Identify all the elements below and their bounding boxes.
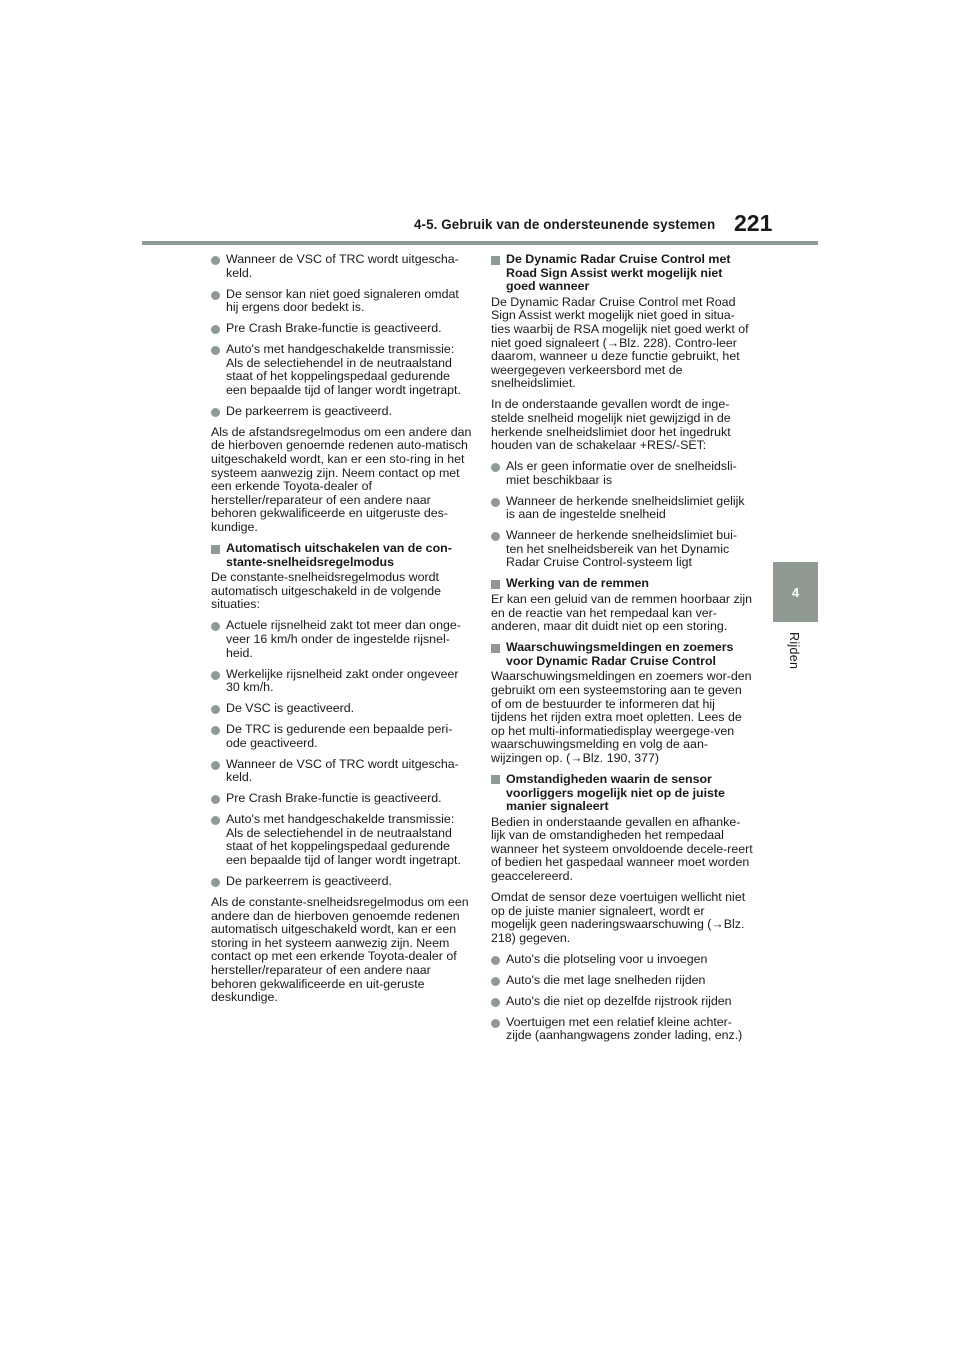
- bullet-dot-icon: [491, 463, 500, 472]
- bullet-text: Auto's met handgeschakelde transmissie: Als de selectiehendel in de neutraalstand staat of het koppelingspedaal gedurende een bepaalde tijd of langer wordt ingetrapt.: [226, 812, 461, 868]
- bullet-text: Wanneer de herkende snelheidslimiet bui-ten het snelheidsbereik van het Dynamic Radar Cruise Control-systeem ligt: [506, 528, 737, 570]
- heading-text: Automatisch uitschakelen van de con-stante-snelheidsregelmodus: [226, 541, 452, 569]
- section-heading: [491, 577, 753, 591]
- bullet-text: Pre Crash Brake-functie is geactiveerd.: [226, 321, 442, 336]
- bullet-item: [491, 953, 753, 967]
- paragraph: [211, 571, 473, 612]
- bullet-item: [211, 792, 473, 806]
- bullet-text: De parkeerrem is geactiveerd.: [226, 403, 392, 418]
- bullet-item: [491, 529, 753, 570]
- paragraph-text: Als de constante-snelheidsregelmodus om een andere dan de hierboven genoemde redenen automatisch uitgeschakeld wordt, kan er een storing in het systeem aanwezig zijn. Neem contact op met een erkende Toyota-dealer of hersteller/reparateur of een andere naar behoren gekwalificeerde en uit-geruste deskundige.: [211, 895, 469, 1005]
- bullet-dot-icon: [211, 671, 220, 680]
- paragraph: [491, 593, 753, 634]
- section-heading: [491, 253, 753, 294]
- bullet-item: [491, 995, 753, 1009]
- bullet-text: Werkelijke rijsnelheid zakt onder ongeveer 30 km/h.: [226, 666, 459, 695]
- bullet-item: [211, 253, 473, 280]
- paragraph: [491, 891, 753, 945]
- heading-square-icon: [491, 644, 500, 653]
- heading-text: Werking van de remmen: [506, 576, 650, 591]
- bullet-dot-icon: [211, 726, 220, 735]
- header-divider: [142, 241, 818, 245]
- bullet-dot-icon: [491, 1019, 500, 1028]
- bullet-item: [491, 974, 753, 988]
- chapter-label: Rijden: [787, 632, 801, 670]
- paragraph-text: Omdat de sensor deze voertuigen wellicht niet op de juiste manier signaleert, wordt er mogelijk geen naderingswaarschuwing (→Blz. 218) gegeven.: [491, 890, 746, 945]
- paragraph-text: In de onderstaande gevallen wordt de inge-stelde snelheid mogelijk niet gewijzigd in de herkende snelheidslimiet door het ingedrukt houden van de schakelaar +RES/-SET:: [491, 397, 731, 453]
- bullet-text: De TRC is gedurende een bepaalde peri-ode geactiveerd.: [226, 722, 453, 750]
- bullet-dot-icon: [211, 256, 220, 265]
- heading-text: Omstandigheden waarin de sensor voorliggers mogelijk niet op de juiste manier signaleert: [506, 771, 725, 814]
- bullet-dot-icon: [491, 998, 500, 1007]
- bullet-item: [211, 758, 473, 785]
- bullet-text: Pre Crash Brake-functie is geactiveerd.: [226, 791, 442, 806]
- bullet-dot-icon: [211, 705, 220, 714]
- bullet-item: [211, 875, 473, 889]
- bullet-dot-icon: [491, 956, 500, 965]
- bullet-text: Als er geen informatie over de snelheidsli-miet beschikbaar is: [506, 459, 737, 487]
- bullet-item: [211, 343, 473, 397]
- bullet-item: [211, 619, 473, 660]
- bullet-text: Actuele rijsnelheid zakt tot meer dan onge-veer 16 km/h onder de ingestelde rijsnel-heid.: [226, 618, 461, 660]
- bullet-item: [491, 1016, 753, 1043]
- paragraph-text: Bedien in onderstaande gevallen en afhanke-lijk van de omstandigheden het rempedaal wanneer het systeem onvoldoende decele-reert of bedien het gaspedaal wanneer moet worden geaccelereerd.: [491, 814, 753, 884]
- bullet-dot-icon: [491, 498, 500, 507]
- paragraph-text: Er kan een geluid van de remmen hoorbaar zijn en de reactie van het rempedaal kan ver-anderen, maar dit duidt niet op een storing.: [491, 592, 753, 634]
- paragraph: [491, 670, 753, 765]
- bullet-item: [491, 495, 753, 522]
- paragraph-text: De constante-snelheidsregelmodus wordt automatisch uitgeschakeld in de volgende situaties:: [211, 570, 442, 612]
- heading-square-icon: [211, 545, 220, 554]
- chapter-tab: [773, 562, 818, 622]
- bullet-item: [211, 322, 473, 336]
- bullet-dot-icon: [211, 408, 220, 417]
- bullet-dot-icon: [211, 878, 220, 887]
- bullet-text: Voertuigen met een relatief kleine achter-zijde (aanhangwagens zonder lading, enz.): [506, 1014, 743, 1043]
- paragraph: [211, 896, 473, 1005]
- chapter-number: 4: [791, 585, 800, 600]
- bullet-text: Auto's met handgeschakelde transmissie: Als de selectiehendel in de neutraalstand staat of het koppelingspedaal gedurende een bepaalde tijd of langer wordt ingetrapt.: [226, 342, 461, 397]
- bullet-text: Auto's die plotseling voor u invoegen: [506, 951, 708, 966]
- paragraph: [491, 296, 753, 391]
- bullet-item: [211, 702, 473, 716]
- bullet-item: [491, 460, 753, 487]
- section-heading: [491, 773, 753, 814]
- heading-square-icon: [491, 580, 500, 589]
- bullet-item: [211, 405, 473, 419]
- bullet-dot-icon: [211, 622, 220, 631]
- bullet-item: [211, 813, 473, 867]
- bullet-text: Auto's die met lage snelheden rijden: [506, 972, 706, 987]
- section-heading: [491, 641, 753, 668]
- bullet-dot-icon: [211, 816, 220, 825]
- bullet-text: De parkeerrem is geactiveerd.: [226, 874, 392, 889]
- bullet-text: De sensor kan niet goed signaleren omdat hij ergens door bedekt is.: [226, 286, 459, 315]
- left-column: [211, 253, 473, 1012]
- bullet-dot-icon: [211, 325, 220, 334]
- bullet-text: Wanneer de VSC of TRC wordt uitgescha-keld.: [226, 756, 459, 785]
- bullet-item: [211, 288, 473, 315]
- bullet-dot-icon: [211, 795, 220, 804]
- bullet-dot-icon: [211, 346, 220, 355]
- paragraph-text: De Dynamic Radar Cruise Control met Road Sign Assist werkt mogelijk niet goed in situa-ties waarbij de RSA mogelijk niet goed werkt of niet goed signaleert (→Blz. 228). Contro-leer daarom, wanneer u deze functie gebruikt, het weergegeven verkeersbord met de snelheidslimiet.: [491, 294, 749, 391]
- section-title: 4-5. Gebruik van de ondersteunende systemen: [414, 217, 716, 232]
- heading-square-icon: [491, 256, 500, 265]
- section-heading: [211, 542, 473, 569]
- bullet-text: Wanneer de VSC of TRC wordt uitgescha-keld.: [226, 252, 459, 280]
- page-number: 221: [734, 210, 773, 236]
- heading-text: De Dynamic Radar Cruise Control met Road Sign Assist werkt mogelijk niet goed wanneer: [506, 252, 731, 294]
- heading-square-icon: [491, 775, 500, 784]
- heading-text: Waarschuwingsmeldingen en zoemers voor Dynamic Radar Cruise Control: [506, 640, 734, 668]
- bullet-text: De VSC is geactiveerd.: [226, 701, 355, 716]
- right-column: [491, 253, 753, 1050]
- bullet-dot-icon: [211, 291, 220, 300]
- bullet-item: [211, 723, 473, 750]
- bullet-dot-icon: [491, 532, 500, 541]
- paragraph: [211, 426, 473, 535]
- bullet-text: Wanneer de herkende snelheidslimiet gelijk is aan de ingestelde snelheid: [506, 493, 745, 522]
- bullet-dot-icon: [211, 761, 220, 770]
- bullet-item: [211, 668, 473, 695]
- bullet-dot-icon: [491, 977, 500, 986]
- paragraph-text: Als de afstandsregelmodus om een andere dan de hierboven genoemde redenen auto-matisch uitgeschakeld wordt, kan er een sto-ring in het systeem aanwezig zijn. Neem contact op met een erkende Toyota-dealer of hersteller/reparateur of een andere naar behoren gekwalificeerde en uitgeruste des-kundige.: [211, 424, 472, 535]
- bullet-text: Auto's die niet op dezelfde rijstrook rijden: [506, 993, 732, 1008]
- paragraph-text: Waarschuwingsmeldingen en zoemers wor-den gebruikt om een systeemstoring aan te geven of om de bestuurder te informeren dat hij tijdens het rijden extra moet opletten. Lees de op het multi-informatiedisplay weergege-ven waarschuwingsmelding en volg de aan-wijzingen op. (→Blz. 190, 377): [491, 669, 752, 765]
- paragraph: [491, 398, 753, 452]
- paragraph: [491, 816, 753, 884]
